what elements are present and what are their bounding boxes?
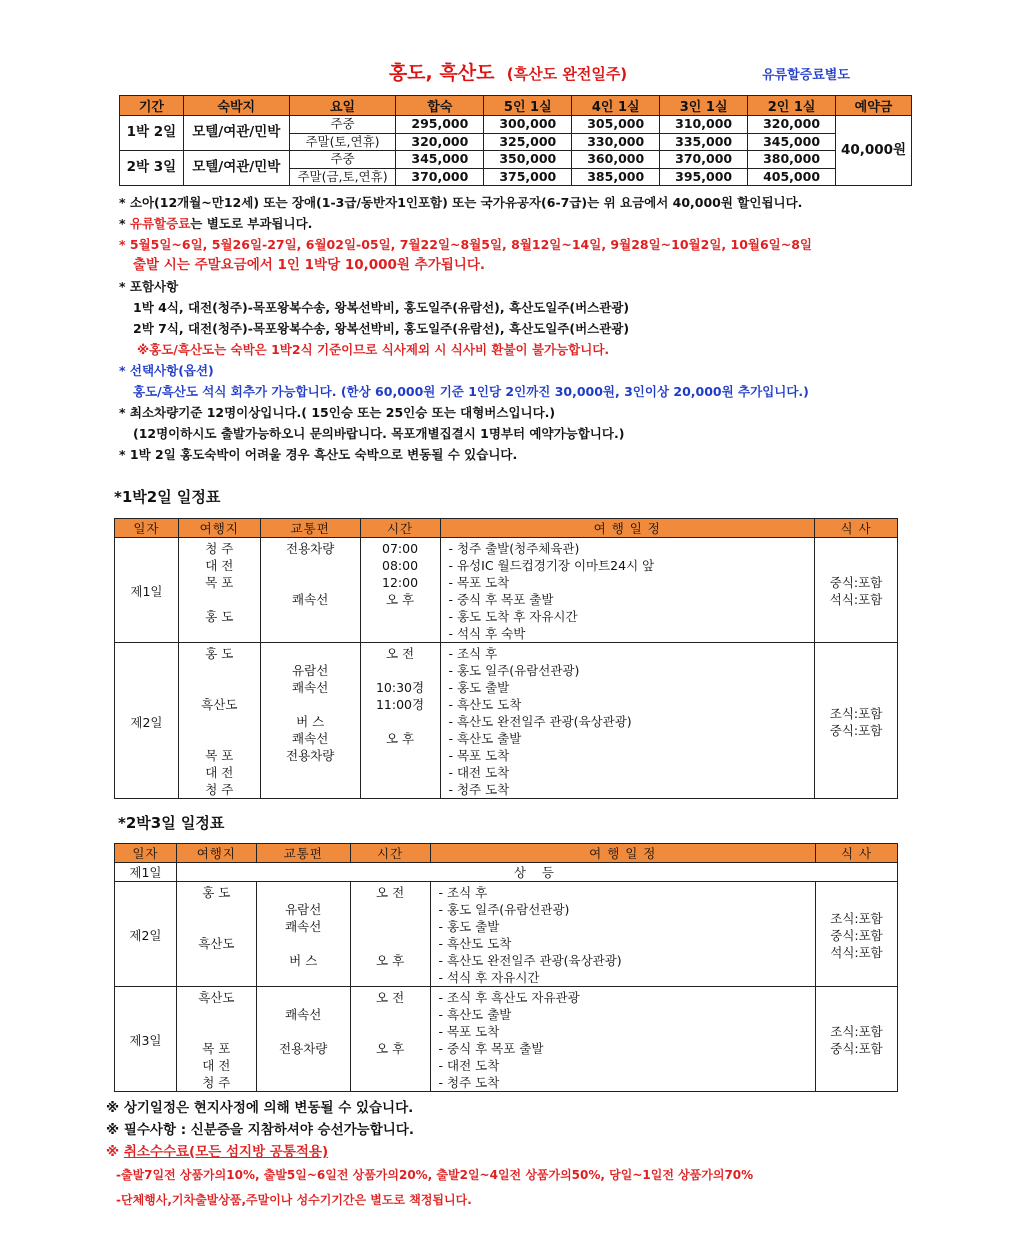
- cell-line: 버 스: [289, 953, 318, 968]
- header-cell: 5인 1실: [484, 96, 572, 116]
- cell-line: 쾌속선: [292, 592, 329, 607]
- cell-line: [177, 952, 256, 969]
- note-line: 홍도/흑산도 석식 회추가 가능합니다. (한상 60,000원 기준 1인당 2인까진 30,000원, 3인이상 20,000원 추가입니다.): [133, 384, 809, 399]
- header-cell: 3인 1실: [660, 96, 748, 116]
- price-cell: 380,000: [748, 151, 836, 169]
- cell-line: 홍 도: [202, 885, 231, 900]
- cell-line: 흑산도: [198, 990, 235, 1005]
- price-cell: 325,000: [484, 133, 572, 151]
- cell-line: 목 포: [205, 748, 234, 763]
- transport-cell: [256, 987, 350, 1092]
- cell-line: 오 후: [376, 1041, 405, 1056]
- price-cell: 330,000: [572, 133, 660, 151]
- itinerary-cell: [430, 882, 816, 987]
- cell-line: - 청주 도착: [448, 782, 510, 797]
- cell-line: [351, 901, 430, 918]
- cell-line: 오 전: [376, 990, 405, 1005]
- cell-line: - 중식 후 목포 출발: [438, 1041, 544, 1056]
- price-cell: 305,000: [572, 116, 660, 134]
- cell-line: - 홍도 출발: [448, 680, 510, 695]
- day-type-cell: 주중: [289, 116, 396, 134]
- cell-line: - 대전 도착: [438, 1058, 500, 1073]
- cell-line: [351, 918, 430, 935]
- header-cell: 여행지: [176, 844, 256, 863]
- price-cell: 350,000: [484, 151, 572, 169]
- cell-line: - 흑산도 도착: [438, 936, 512, 951]
- cell-line: 대 전: [205, 558, 234, 573]
- price-cell: 395,000: [660, 168, 748, 186]
- title-sub: (흑산도 완전일주): [506, 65, 628, 83]
- cell-line: [179, 730, 260, 747]
- header-cell: 합숙: [396, 96, 484, 116]
- cell-line: [179, 591, 260, 608]
- transport-cell: [260, 643, 360, 799]
- price-cell: 345,000: [396, 151, 484, 169]
- cell-line: 쾌속선: [292, 731, 329, 746]
- cell-line: [177, 901, 256, 918]
- header-cell: 여행지: [178, 519, 260, 538]
- cell-line: [257, 1023, 350, 1040]
- itinerary-cell: [440, 538, 815, 643]
- schedule-header-row: [115, 844, 898, 863]
- cell-line: 전용차량: [286, 748, 335, 763]
- schedule1-table: [114, 518, 898, 799]
- price-cell: 320,000: [396, 133, 484, 151]
- cell-line: 쾌속선: [285, 919, 322, 934]
- cell-line: - 조식 후: [448, 646, 498, 661]
- cell-line: 목 포: [205, 575, 234, 590]
- cell-line: 오 전: [376, 885, 405, 900]
- lodging-cell: 모텔/여관/민박: [183, 116, 289, 151]
- cancellation-fee-heading: 취소수수료(모든 섬지방 공통적용): [123, 1144, 329, 1160]
- cell-line: [177, 1006, 256, 1023]
- footer-notes: [106, 1097, 753, 1213]
- footer-line: ※ 상기일정은 현지사정에 의해 변동될 수 있습니다.: [106, 1100, 414, 1116]
- header-cell: 교통편: [260, 519, 360, 538]
- price-cell: 295,000: [396, 116, 484, 134]
- cell-line: - 목포 도착: [448, 748, 510, 763]
- day-type-cell: 주말(금,토,연휴): [289, 168, 396, 186]
- cell-line: [261, 764, 360, 781]
- schedule1-title: *1박2일 일정표: [114, 488, 221, 506]
- cell-line: [351, 1006, 430, 1023]
- dest-cell: [176, 882, 256, 987]
- cell-line: 12:00: [382, 575, 419, 590]
- cell-line: 목 포: [202, 1041, 231, 1056]
- note-prefix: *: [119, 216, 130, 231]
- cell-line: [351, 935, 430, 952]
- table-row: [115, 882, 898, 987]
- schedule2-title: *2박3일 일정표: [118, 814, 225, 832]
- day-cell: 제1일: [115, 538, 179, 643]
- header-cell: 4인 1실: [572, 96, 660, 116]
- cell-line: [351, 1057, 430, 1074]
- note-line: * 최소차량기준 12명이상입니다.( 15인승 또는 25인승 또는 대형버스입니다.): [119, 405, 556, 420]
- cell-line: - 중식 후 목포 출발: [448, 592, 554, 607]
- header-cell: 식 사: [815, 519, 898, 538]
- cell-line: [261, 608, 360, 625]
- note-line: * 포함사항: [119, 279, 179, 294]
- dest-cell: [178, 643, 260, 799]
- time-cell: [360, 538, 440, 643]
- cell-line: 조식:포함: [829, 705, 883, 721]
- cell-line: [361, 608, 440, 625]
- header-cell: 여 행 일 정: [440, 519, 815, 538]
- cell-line: [177, 1023, 256, 1040]
- cell-line: [261, 557, 360, 574]
- cell-line: [179, 625, 260, 642]
- cell-line: [261, 696, 360, 713]
- cell-line: - 홍도 도착 후 자유시간: [448, 609, 578, 624]
- table-row: [115, 863, 898, 882]
- cell-line: [361, 625, 440, 642]
- period-cell: 2박 3일: [120, 151, 184, 186]
- document-title: [0, 58, 1016, 85]
- price-cell: 310,000: [660, 116, 748, 134]
- cell-line: - 청주 출발(청주체육관): [448, 541, 580, 556]
- fuel-surcharge-highlight: 유류할증료: [129, 216, 191, 231]
- price-cell: 360,000: [572, 151, 660, 169]
- price-cell: 320,000: [748, 116, 836, 134]
- cell-line: 전용차량: [286, 541, 335, 556]
- header-cell: 식 사: [816, 844, 898, 863]
- day-cell: 제2일: [115, 643, 179, 799]
- cell-line: - 조식 후: [438, 885, 488, 900]
- cell-line: - 청주 도착: [438, 1075, 500, 1090]
- cell-line: - 목포 도착: [448, 575, 510, 590]
- note-text: 는 별도로 부과됩니다.: [190, 216, 313, 231]
- note-line: 출발 시는 주말요금에서 1인 1박당 10,000원 추가됩니다.: [133, 257, 485, 273]
- fuel-surcharge-note: 유류할증료별도: [762, 68, 850, 83]
- table-row: [115, 987, 898, 1092]
- cell-line: - 흑산도 출발: [438, 1007, 512, 1022]
- cell-line: [257, 989, 350, 1006]
- cell-line: [361, 747, 440, 764]
- cell-line: 홍 도: [205, 646, 234, 661]
- cell-line: 오 후: [376, 953, 405, 968]
- cell-line: - 홍도 일주(유람선관광): [438, 902, 570, 917]
- day-cell: 제3일: [115, 987, 177, 1092]
- meal-cell: [816, 882, 898, 987]
- note-line: * 5월5일~6일, 5월26일-27일, 6월02일-05일, 7월22일~8월5일, 8월12일~14일, 9월28일~10월2일, 10월6일~8일: [119, 237, 812, 252]
- cell-line: [179, 713, 260, 730]
- cell-line: [361, 781, 440, 798]
- transport-cell: [256, 882, 350, 987]
- time-cell: [350, 882, 430, 987]
- cell-line: [179, 662, 260, 679]
- cell-line: 중식:포함: [830, 1041, 883, 1056]
- note-line: [119, 213, 949, 234]
- cell-line: [351, 969, 430, 986]
- cell-line: [257, 935, 350, 952]
- cell-line: - 홍도 일주(유람선관광): [448, 663, 580, 678]
- table-row: [115, 538, 898, 643]
- header-cell: 숙박지: [183, 96, 289, 116]
- cell-line: 청 주: [205, 782, 234, 797]
- cell-line: [177, 969, 256, 986]
- cell-line: [179, 679, 260, 696]
- cell-line: 유람선: [285, 902, 322, 917]
- day-type-cell: 주말(토,연휴): [289, 133, 396, 151]
- footer-line: -단체행사,기차출발상품,주말이나 성수기기간은 별도로 책정됩니다.: [116, 1193, 472, 1207]
- meal-cell: [815, 538, 898, 643]
- cell-line: - 흑산도 완전일주 관광(육상관광): [448, 714, 632, 729]
- cell-line: [361, 764, 440, 781]
- notes-section: [119, 192, 949, 465]
- note-line: 2박 7식, 대전(청주)-목포왕복수송, 왕복선박비, 홍도일주(유람선), 흑산도일주(버스관광): [133, 321, 630, 336]
- price-cell: 370,000: [660, 151, 748, 169]
- cell-line: 석식:포함: [830, 944, 883, 960]
- cell-line: [177, 918, 256, 935]
- cell-line: 쾌속선: [285, 1007, 322, 1022]
- header-cell: 일자: [115, 844, 177, 863]
- cell-line: 대 전: [205, 765, 234, 780]
- cell-line: 중식:포함: [829, 722, 883, 738]
- price-header-row: [120, 96, 912, 116]
- cell-line: 오 전: [385, 646, 415, 661]
- cell-line: [261, 645, 360, 662]
- header-cell: 기간: [120, 96, 184, 116]
- table-row: [115, 643, 898, 799]
- cell-line: 07:00: [382, 541, 419, 556]
- header-cell: 요일: [289, 96, 396, 116]
- cell-line: 홍 도: [205, 609, 234, 624]
- meal-cell: [816, 987, 898, 1092]
- cell-line: - 목포 도착: [438, 1024, 500, 1039]
- price-cell: 300,000: [484, 116, 572, 134]
- header-cell: 2인 1실: [748, 96, 836, 116]
- note-line: * 소아(12개월~만12세) 또는 장애(1-3급/동반자1인포함) 또는 국가유공자(6-7급)는 위 요금에서 40,000원 할인됩니다.: [119, 195, 803, 210]
- cell-line: - 흑산도 도착: [448, 697, 522, 712]
- price-cell: 335,000: [660, 133, 748, 151]
- header-cell: 시간: [350, 844, 430, 863]
- deposit-cell: 40,000원: [836, 116, 912, 186]
- dest-cell: [178, 538, 260, 643]
- cell-line: 흑산도: [198, 936, 235, 951]
- cell-line: [257, 1057, 350, 1074]
- table-row: [120, 116, 912, 134]
- cell-line: [351, 1074, 430, 1091]
- cell-line: - 흑산도 완전일주 관광(육상관광): [438, 953, 622, 968]
- footer-line: [106, 1141, 753, 1163]
- cell-line: [361, 662, 440, 679]
- header-cell: 일자: [115, 519, 179, 538]
- itinerary-cell: [430, 987, 816, 1092]
- price-cell: 375,000: [484, 168, 572, 186]
- price-cell: 345,000: [748, 133, 836, 151]
- cell-line: 조식:포함: [830, 1024, 883, 1039]
- schedule2-table: [114, 843, 898, 1092]
- note-line: * 1박 2일 홍도숙박이 어려울 경우 흑산도 숙박으로 변동될 수 있습니다.: [119, 447, 518, 462]
- table-row: [120, 151, 912, 169]
- transport-cell: [260, 538, 360, 643]
- period-cell: 1박 2일: [120, 116, 184, 151]
- cell-line: 유람선: [292, 663, 329, 678]
- schedule-header-row: [115, 519, 898, 538]
- cell-line: 전용차량: [279, 1041, 328, 1056]
- time-cell: [350, 987, 430, 1092]
- note-line: (12명이하시도 출발가능하오니 문의바랍니다. 목포개별집결시 1명부터 예약가능합니다.): [133, 426, 625, 441]
- cell-line: 11:00경: [375, 697, 425, 712]
- cell-line: - 유성IC 월드컵경기장 이마트24시 앞: [448, 558, 655, 573]
- cell-line: - 대전 도착: [448, 765, 510, 780]
- cell-line: [257, 969, 350, 986]
- price-cell: 405,000: [748, 168, 836, 186]
- cell-line: 오 후: [385, 731, 415, 746]
- footer-mark: ※: [106, 1144, 124, 1160]
- footer-line: -출발7일전 상품가의10%, 출발5일~6일전 상품가의20%, 출발2일~4일전 상품가의50%, 당일~1일전 상품가의70%: [116, 1168, 754, 1182]
- cell-line: 청 주: [205, 541, 234, 556]
- title-main: 홍도, 흑산도: [388, 62, 495, 84]
- day-type-cell: 주중: [289, 151, 396, 169]
- footer-line: ※ 필수사항 : 신분증을 지참하셔야 승선가능합니다.: [106, 1122, 414, 1138]
- cell-line: [257, 1074, 350, 1091]
- cell-line: [261, 625, 360, 642]
- lodging-cell: 모텔/여관/민박: [183, 151, 289, 186]
- day1-same-cell: 상 등: [176, 863, 897, 882]
- cell-line: [261, 781, 360, 798]
- cell-line: [361, 713, 440, 730]
- cell-line: - 흑산도 출발: [448, 731, 522, 746]
- cell-line: - 홍도 출발: [438, 919, 500, 934]
- cell-line: 조식:포함: [830, 910, 883, 926]
- cell-line: 쾌속선: [292, 680, 329, 695]
- cell-line: 석식:포함: [829, 592, 883, 607]
- dest-cell: [176, 987, 256, 1092]
- cell-line: 08:00: [382, 558, 419, 573]
- price-table: [119, 95, 912, 186]
- price-cell: 370,000: [396, 168, 484, 186]
- header-cell: 여 행 일 정: [430, 844, 816, 863]
- time-cell: [360, 643, 440, 799]
- header-cell: 예약금: [836, 96, 912, 116]
- cell-line: 대 전: [202, 1058, 231, 1073]
- cell-line: - 조식 후 흑산도 자유관광: [438, 990, 580, 1005]
- meal-cell: [815, 643, 898, 799]
- cell-line: 10:30경: [375, 680, 425, 695]
- header-cell: 시간: [360, 519, 440, 538]
- cell-line: 버 스: [296, 714, 325, 729]
- itinerary-cell: [440, 643, 815, 799]
- note-line: * 선택사항(옵션): [119, 363, 214, 378]
- cell-line: 오 후: [385, 592, 415, 607]
- cell-line: [351, 1023, 430, 1040]
- day-cell: 제2일: [115, 882, 177, 987]
- cell-line: 청 주: [202, 1075, 231, 1090]
- cell-line: 흑산도: [201, 697, 238, 712]
- cell-line: [257, 884, 350, 901]
- cell-line: - 석식 후 자유시간: [438, 970, 540, 985]
- day-cell: 제1일: [115, 863, 177, 882]
- note-line: ※홍도/흑산도는 숙박은 1박2식 기준이므로 식사제외 시 식사비 환불이 불가능합니다.: [137, 342, 610, 357]
- cell-line: - 석식 후 숙박: [448, 626, 526, 641]
- cell-line: 중식:포함: [830, 927, 883, 943]
- header-cell: 교통편: [256, 844, 350, 863]
- cell-line: 중식:포함: [829, 575, 883, 590]
- price-cell: 385,000: [572, 168, 660, 186]
- note-line: 1박 4식, 대전(청주)-목포왕복수송, 왕복선박비, 홍도일주(유람선), 흑산도일주(버스관광): [133, 300, 630, 315]
- cell-line: [261, 574, 360, 591]
